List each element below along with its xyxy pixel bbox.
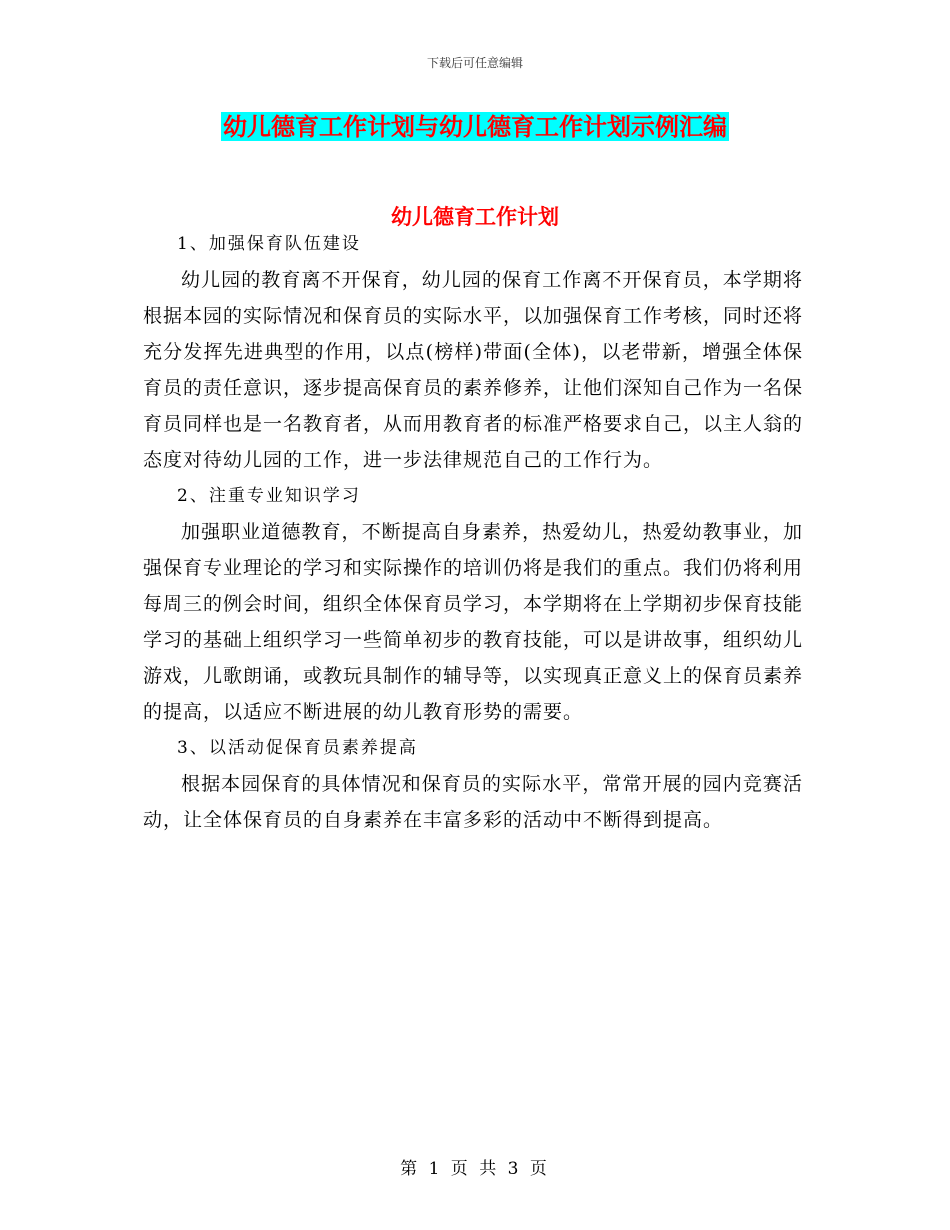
header-note: 下载后可任意编辑: [426, 56, 523, 70]
page-footer: 第 1 页 共 3 页: [400, 1159, 550, 1179]
section-title: 幼儿德育工作计划: [391, 204, 559, 229]
subheading-2: 2、注重专业知识学习: [177, 486, 361, 506]
document-title-text: 幼儿德育工作计划与幼儿德育工作计划示例汇编: [223, 112, 727, 141]
subheading-1: 1、加强保育队伍建设: [177, 234, 361, 254]
document-title: [0, 110, 950, 144]
document-body: [143, 226, 803, 838]
subheading-3: 3、以活动促保育员素养提高: [177, 738, 418, 758]
paragraph-3: 根据本园保育的具体情况和保育员的实际水平，常常开展的园内竞赛活动，让全体保育员的自身素养在丰富多彩的活动中不断得到提高。: [143, 773, 803, 831]
paragraph-1: 幼儿园的教育离不开保育，幼儿园的保育工作离不开保育员，本学期将根据本园的实际情况和保育员的实际水平，以加强保育工作考核，同时还将充分发挥先进典型的作用，以点(榜样)带面(全体)，以老带新，增强全体保育员的责任意识，逐步提高保育员的素养修养，让他们深知自己作为一名保育员同样也是一名教育者，从而用教育者的标准严格要求自己，以主人翁的态度对待幼儿园的工作，进一步法律规范自己的工作行为。: [143, 269, 804, 471]
paragraph-2: 加强职业道德教育，不断提高自身素养，热爱幼儿，热爱幼教事业，加强保育专业理论的学习和实际操作的培训仍将是我们的重点。我们仍将利用每周三的例会时间，组织全体保育员学习，本学期将在上学期初步保育技能学习的基础上组织学习一些简单初步的教育技能，可以是讲故事，组织幼儿游戏，儿歌朗诵，或教玩具制作的辅导等，以实现真正意义上的保育员素养的提高，以适应不断进展的幼儿教育形势的需要。: [143, 521, 804, 723]
